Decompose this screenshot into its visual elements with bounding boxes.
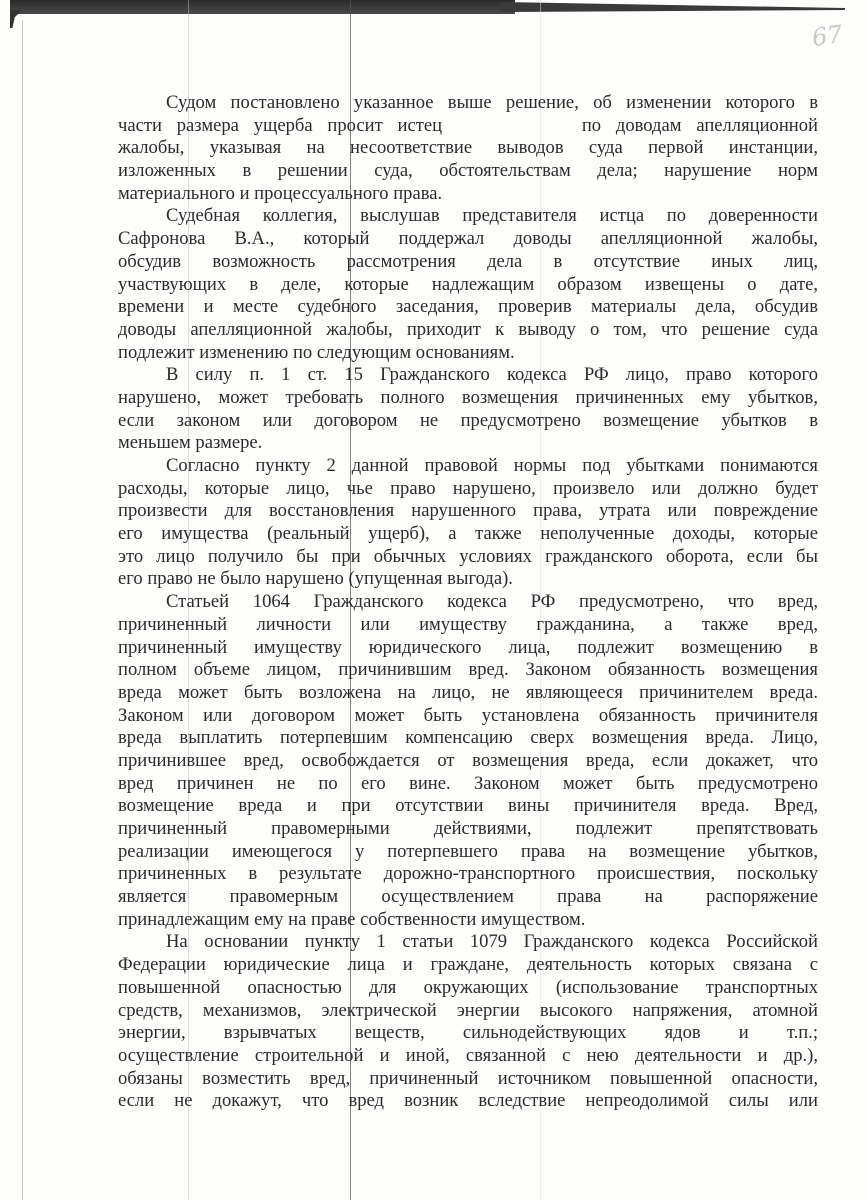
document-body bbox=[118, 92, 818, 1113]
text-line: Законом или договором может быть установлена обязанность причинителя bbox=[118, 704, 818, 726]
text-line: принадлежащим ему на праве собственности имуществом. bbox=[118, 908, 586, 930]
text-line: причиненный правомерными действиями, подлежит препятствовать bbox=[118, 818, 818, 839]
text-line bbox=[118, 115, 818, 138]
handwritten-page-number: 67 bbox=[810, 20, 845, 52]
text-line: Судебная коллегия, выслушав представителя истца по доверенности bbox=[166, 205, 818, 227]
text-line: возмещение вреда и при отсутствии вины причинителя вреда. Вред, bbox=[118, 795, 818, 817]
text-line: причиненных в результате дорожно-транспортного происшествия, поскольку bbox=[118, 863, 818, 885]
text-line: это лицо получило бы при обычных условиях гражданского оборота, если бы bbox=[118, 545, 818, 567]
text-line: полном объеме лицом, причинившим вред. Законом обязанность возмещения bbox=[118, 659, 818, 681]
text-line: обсудив возможность рассмотрения дела в отсутствие иных лиц, bbox=[118, 250, 818, 272]
text-line: расходы, которые лицо, чье право нарушено, произвело или должно будет bbox=[118, 477, 818, 499]
paragraph bbox=[118, 364, 818, 455]
text-line: повышенной опасностью для окружающих (использование транспортных bbox=[118, 976, 818, 998]
text-line: материального и процессуального права. bbox=[118, 182, 443, 204]
scan-top-shadow-taper bbox=[500, 2, 845, 12]
paragraph bbox=[118, 205, 818, 364]
text-line: является правомерным осуществлением права на распоряжение bbox=[118, 886, 818, 908]
text-line: жалобы, указывая на несоответствие выводов суда первой инстанции, bbox=[118, 137, 818, 159]
paragraph bbox=[118, 92, 818, 205]
text-segment: по доводам апелляционной bbox=[581, 114, 818, 136]
text-line: изложенных в решении суда, обстоятельствам дела; нарушение норм bbox=[118, 160, 818, 182]
text-line: произвести для восстановления нарушенного права, утрата или повреждение bbox=[118, 500, 818, 522]
text-line: участвующих в деле, которые надлежащим образом извещены о дате, bbox=[118, 273, 818, 295]
text-line: вреда выплатить потерпевшим компенсацию сверх возмещения вреда. Лицо, bbox=[118, 727, 818, 749]
text-line: энергии, взрывчатых веществ, сильнодействующих ядов и т.п.; bbox=[118, 1022, 818, 1044]
text-line: вреда может быть возложена на лицо, не являющееся причинителем вреда. bbox=[118, 681, 818, 703]
text-line: Статьей 1064 Гражданского кодекса РФ предусмотрено, что вред, bbox=[166, 591, 818, 613]
text-line: Федерации юридические лица и граждане, деятельность которых связана с bbox=[118, 954, 818, 976]
text-line: времени и месте судебного заседания, проверив материалы дела, обсудив bbox=[118, 296, 818, 318]
text-line: Согласно пункту 2 данной правовой нормы под убытками понимаются bbox=[166, 455, 818, 476]
text-segment: части размера ущерба просит истец bbox=[118, 114, 443, 136]
text-line: осуществление строительной и иной, связанной с нею деятельности и др.), bbox=[118, 1044, 818, 1066]
text-line: причиненный имуществу юридического лица, подлежит возмещению в bbox=[118, 636, 818, 658]
text-line: вред причинен не по его вине. Законом может быть предусмотрено bbox=[118, 772, 818, 794]
scan-top-shadow bbox=[10, 0, 515, 14]
text-line: обязаны возместить вред, причиненный источником повышенной опасности, bbox=[118, 1067, 818, 1089]
page-left-edge bbox=[22, 20, 23, 1200]
text-line: реализации имеющегося у потерпевшего права на возмещение убытков, bbox=[118, 840, 818, 862]
paragraph bbox=[118, 931, 818, 1113]
text-line: причинившее вред, освобождается от возмещения вреда, если докажет, что bbox=[118, 749, 818, 771]
text-line: его имущества (реальный ущерб), а также неполученные доходы, которые bbox=[118, 523, 818, 545]
text-line: В силу п. 1 ст. 15 Гражданского кодекса РФ лицо, право которого bbox=[166, 364, 818, 386]
text-line: Сафронова В.А., который поддержал доводы апелляционной жалобы, bbox=[118, 228, 818, 250]
text-line: средств, механизмов, электрической энергии высокого напряжения, атомной bbox=[118, 999, 818, 1021]
text-line: Судом постановлено указанное выше решение, об изменении которого в bbox=[166, 92, 818, 113]
paragraph bbox=[118, 455, 818, 591]
text-line: если не докажут, что вред возник вследствие непреодолимой силы или bbox=[118, 1090, 818, 1112]
text-line: причиненный личности или имуществу гражданина, а также вред, bbox=[118, 613, 818, 635]
text-line: доводы апелляционной жалобы, приходит к выводу о том, что решение суда bbox=[118, 318, 818, 340]
text-line: подлежит изменению по следующим основаниям. bbox=[118, 341, 515, 363]
text-line: На основании пункту 1 статьи 1079 Гражданского кодекса Российской bbox=[166, 931, 818, 953]
text-line: нарушено, может требовать полного возмещения причиненных ему убытков, bbox=[118, 386, 818, 408]
paragraph bbox=[118, 591, 818, 931]
text-line: его право не было нарушено (упущенная выгода). bbox=[118, 568, 513, 590]
text-line: меньшем размере. bbox=[118, 432, 263, 454]
text-line: если законом или договором не предусмотрено возмещение убытков в bbox=[118, 409, 818, 431]
